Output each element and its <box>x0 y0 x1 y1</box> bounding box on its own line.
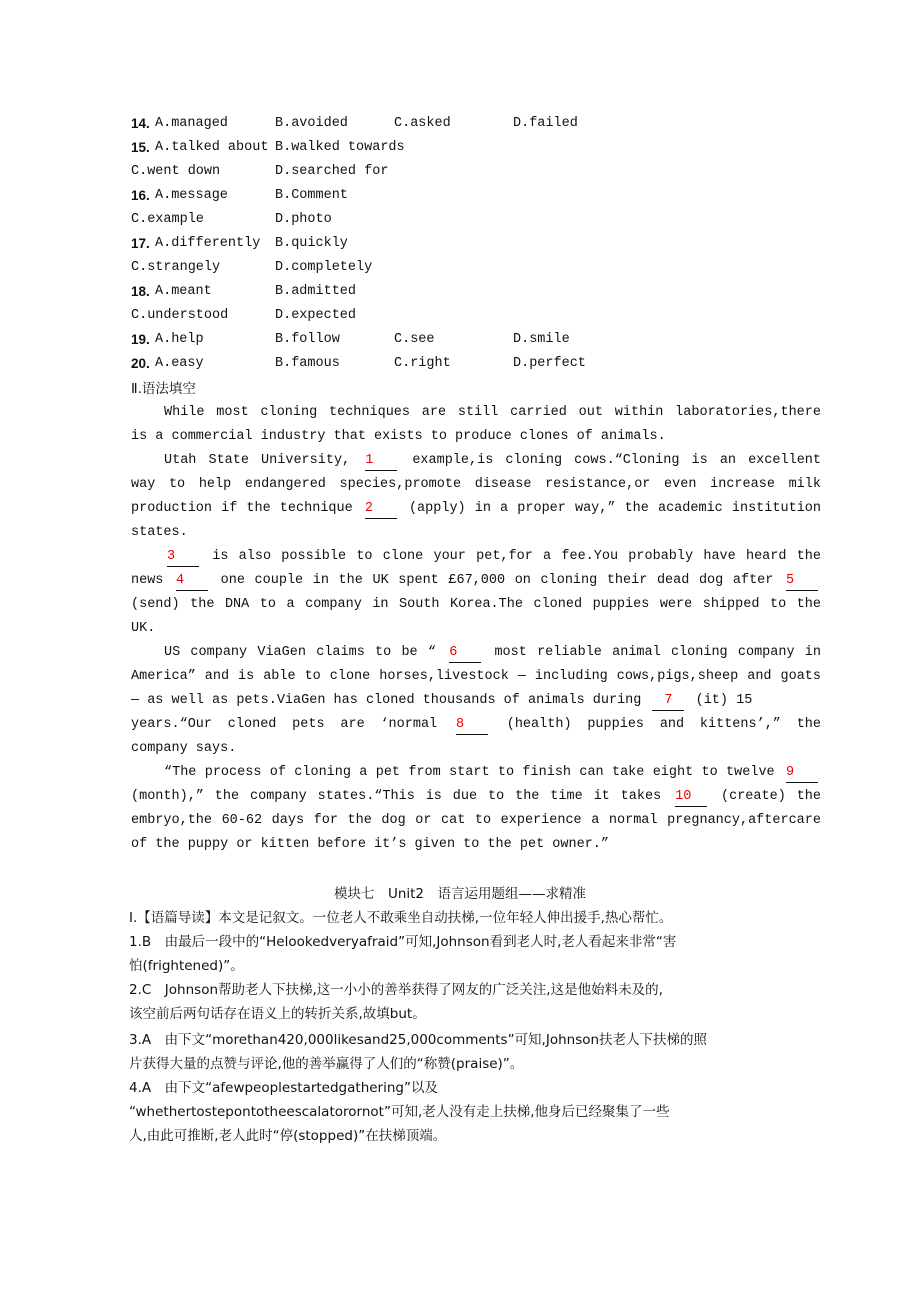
passage-line <box>131 593 821 617</box>
passage-text: company says. <box>131 741 237 756</box>
option-c: C.asked <box>394 116 451 131</box>
option-d: D.failed <box>513 116 578 131</box>
option-a: A.differently <box>155 236 261 251</box>
passage-text: — as well as pets.ViaGen has cloned thousands of animals during <box>131 693 650 708</box>
passage-line <box>131 833 821 857</box>
blank-3: 3 <box>167 548 199 567</box>
passage-text: US company ViaGen claims to be “ <box>164 645 436 660</box>
passage-text: of the puppy or kitten before it’s given to the pet owner.” <box>131 837 609 852</box>
question-number: 19. <box>131 332 150 347</box>
answer-line: 1.B 由最后一段中的“Helookedveryafraid”可知,Johnson看到老人时,老人看起来非常“害 <box>129 934 677 950</box>
option-row <box>131 136 821 160</box>
option-a: C.understood <box>131 308 229 323</box>
option-b: B.quickly <box>275 236 348 251</box>
option-row <box>131 232 821 256</box>
blank-5: 5 <box>786 572 818 591</box>
answer-line: 3.A 由下文“morethan420,000likesand25,000comments”可知,Johnson扶老人下扶梯的照 <box>129 1032 708 1048</box>
question-number: 20. <box>131 356 150 371</box>
blank-4: 4 <box>176 572 208 591</box>
passage-line <box>131 569 821 593</box>
passage-line <box>131 545 821 569</box>
option-d: D.smile <box>513 332 570 347</box>
passage-text: (send) the DNA to a company in South Korea.The cloned puppies were shipped to the <box>131 597 821 612</box>
option-a: A.help <box>155 332 204 347</box>
passage-line <box>131 713 821 737</box>
passage-text: is a commercial industry that exists to produce clones of animals. <box>131 429 666 444</box>
blank-10: 10 <box>675 788 707 807</box>
option-b: D.photo <box>275 212 332 227</box>
option-row <box>131 304 821 328</box>
passage-text: Utah State University, <box>164 453 351 468</box>
question-number: 17. <box>131 236 150 251</box>
option-a: A.easy <box>155 356 204 371</box>
option-row <box>131 352 821 376</box>
option-b: D.expected <box>275 308 357 323</box>
answer-line: 人,由此可推断,老人此时“停(stopped)”在扶梯顶端。 <box>129 1128 447 1144</box>
passage-line <box>131 425 821 449</box>
answer-line: 4.A 由下文“afewpeoplestartedgathering”以及 <box>129 1080 438 1096</box>
blank-6: 6 <box>449 644 481 663</box>
option-a: A.meant <box>155 284 212 299</box>
passage-text: While most cloning techniques are still carried out within laboratories,there <box>164 405 821 420</box>
passage-text: is also possible to clone your pet,for a fee.You probably have heard the <box>212 549 822 564</box>
option-b: B.admitted <box>275 284 357 299</box>
option-c: C.see <box>394 332 435 347</box>
passage-text: most reliable animal cloning company in <box>494 645 822 660</box>
passage-text: (month),” the company states.“This is due to the time it takes <box>131 789 662 804</box>
option-row <box>131 256 821 280</box>
option-row <box>131 112 821 136</box>
answer-line: Ⅰ.【语篇导读】本文是记叙文。一位老人不敢乘坐自动扶梯,一位年轻人伸出援手,热心帮忙。 <box>129 910 673 926</box>
passage-line <box>131 737 821 761</box>
passage-text: (health) puppies and kittens’,” the <box>506 717 821 732</box>
passage-line <box>131 785 821 809</box>
option-row <box>131 160 821 184</box>
option-a: C.example <box>131 212 204 227</box>
question-number: 16. <box>131 188 150 203</box>
passage-text: one couple in the UK spent £67,000 on cloning their dead dog after <box>220 573 774 588</box>
option-row <box>131 208 821 232</box>
passage-text: years.“Our cloned pets are ‘normal <box>131 717 438 732</box>
option-a: A.talked about <box>155 140 269 155</box>
passage-line <box>131 497 821 521</box>
answer-line: 片获得大量的点赞与评论,他的善举赢得了人们的“称赞(praise)”。 <box>129 1056 524 1072</box>
passage-text: production if the technique <box>131 501 353 516</box>
option-b: B.walked towards <box>275 140 405 155</box>
option-a: C.went down <box>131 164 221 179</box>
passage-text: example,is cloning cows.“Cloning is an excellent <box>412 453 821 468</box>
option-a: C.strangely <box>131 260 221 275</box>
passage-text: news <box>131 573 164 588</box>
answer-line: “whethertostepontotheescalatorornot”可知,老人没有走上扶梯,他身后已经聚集了一些 <box>129 1104 670 1120</box>
passage-text: UK. <box>131 621 156 636</box>
passage-text: embryo,the 60-62 days for the dog or cat to experience a normal pregnancy,aftercare <box>131 813 821 828</box>
passage-line <box>131 473 821 497</box>
question-number: 14. <box>131 116 150 131</box>
passage-line <box>131 641 821 665</box>
passage-text: (create) the <box>721 789 822 804</box>
passage-line <box>131 689 821 713</box>
passage-line <box>131 449 821 473</box>
answer-title: 模块七 Unit2 语言运用题组——求精准 <box>333 886 587 902</box>
passage-line <box>131 617 821 641</box>
option-row <box>131 280 821 304</box>
passage-line <box>131 809 821 833</box>
passage-text: “The process of cloning a pet from start to finish can take eight to twelve <box>164 765 775 780</box>
blank-8: 8 <box>456 716 488 735</box>
option-a: A.message <box>155 188 228 203</box>
option-row <box>131 184 821 208</box>
option-b: B.Comment <box>275 188 348 203</box>
passage-line <box>131 665 821 689</box>
answer-line: 该空前后两句话存在语义上的转折关系,故填but。 <box>129 1006 426 1022</box>
option-b: D.searched for <box>275 164 389 179</box>
question-number: 18. <box>131 284 150 299</box>
option-b: B.avoided <box>275 116 348 131</box>
passage-line <box>131 401 821 425</box>
option-b: B.famous <box>275 356 340 371</box>
option-c: C.right <box>394 356 451 371</box>
passage-line <box>131 521 821 545</box>
option-b: D.completely <box>275 260 373 275</box>
passage-line <box>131 761 821 785</box>
answer-line: 2.C Johnson帮助老人下扶梯,这一小小的善举获得了网友的广泛关注,这是他始料未及的, <box>129 982 663 998</box>
option-b: B.follow <box>275 332 340 347</box>
option-row <box>131 328 821 352</box>
passage-text: America” and is able to clone horses,livestock — including cows,pigs,sheep and goats <box>131 669 821 684</box>
answer-line: 怕(frightened)”。 <box>129 958 244 974</box>
passage-text: (apply) in a proper way,” the academic institution <box>408 501 821 516</box>
blank-2: 2 <box>365 500 397 519</box>
section-heading: Ⅱ.语法填空 <box>131 381 196 397</box>
option-d: D.perfect <box>513 356 586 371</box>
question-number: 15. <box>131 140 150 155</box>
blank-1: 1 <box>365 452 397 471</box>
passage-text: way to help endangered species,promote disease resistance,or even increase milk <box>131 477 821 492</box>
option-a: A.managed <box>155 116 228 131</box>
passage-text: states. <box>131 525 188 540</box>
passage-text: (it) 15 <box>695 693 753 708</box>
blank-9: 9 <box>786 764 818 783</box>
blank-7: 7 <box>652 692 684 711</box>
